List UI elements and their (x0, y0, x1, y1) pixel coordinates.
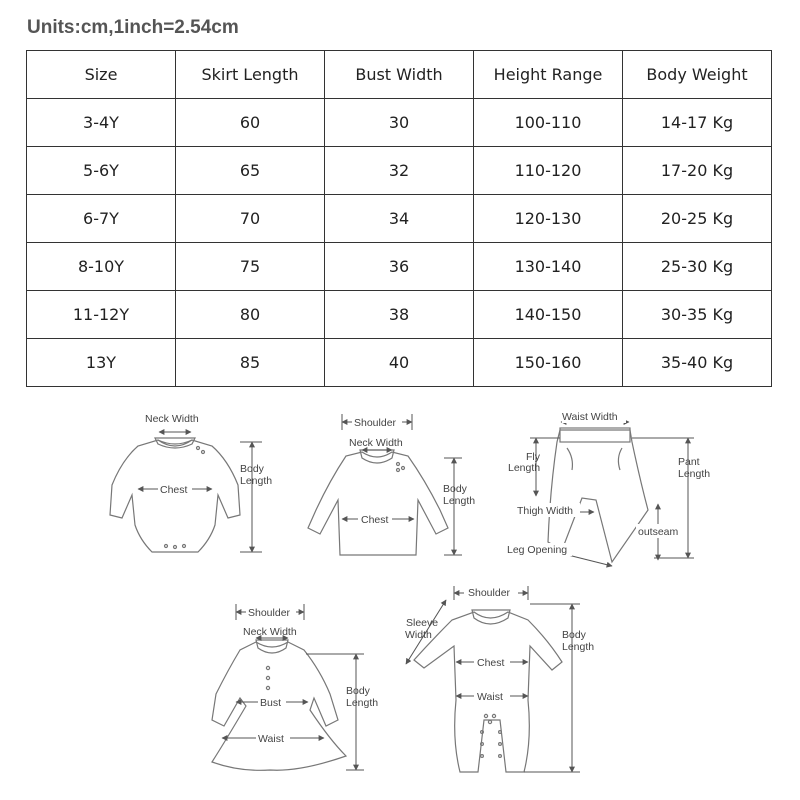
top-diagram (308, 450, 448, 555)
cell-body-weight: 20-25 Kg (623, 195, 772, 243)
dress-waist-label: Waist (258, 733, 284, 745)
pants-leg-opening-label: Leg Opening (507, 544, 568, 556)
cell-bust-width: 40 (325, 339, 474, 387)
dress-neck-width-label: Neck Width (243, 626, 297, 638)
pants-waist-width-label: Waist Width (562, 411, 618, 423)
cell-skirt-length: 70 (176, 195, 325, 243)
romper-shoulder-label: Shoulder (468, 587, 511, 599)
top-chest-label: Chest (361, 514, 389, 526)
cell-skirt-length: 60 (176, 99, 325, 147)
cell-size: 6-7Y (27, 195, 176, 243)
header-skirt-length: Skirt Length (176, 51, 325, 99)
cell-bust-width: 36 (325, 243, 474, 291)
pants-fly-length-label: Length (508, 462, 541, 474)
cell-height-range: 120-130 (474, 195, 623, 243)
cell-body-weight: 30-35 Kg (623, 291, 772, 339)
cell-height-range: 150-160 (474, 339, 623, 387)
bodysuit-body-label: Body (240, 463, 264, 475)
bodysuit-neck-width-label: Neck Width (145, 413, 199, 425)
units-note: Units:cm,1inch=2.54cm (27, 17, 239, 38)
cell-skirt-length: 75 (176, 243, 325, 291)
garment-diagrams-svg (0, 400, 800, 800)
cell-height-range: 130-140 (474, 243, 623, 291)
bodysuit-chest-label: Chest (160, 484, 188, 496)
cell-size: 13Y (27, 339, 176, 387)
pants-outline (548, 430, 648, 562)
size-chart-table (26, 50, 772, 387)
romper-waist-label: Waist (477, 691, 503, 703)
cell-body-weight: 35-40 Kg (623, 339, 772, 387)
cell-body-weight: 25-30 Kg (623, 243, 772, 291)
cell-size: 5-6Y (27, 147, 176, 195)
cell-height-range: 110-120 (474, 147, 623, 195)
romper-sleeve-label: Sleeve (406, 617, 439, 629)
dress-bust-label: Bust (260, 697, 282, 709)
table-row (27, 99, 772, 147)
measurement-diagrams (0, 400, 800, 800)
cell-bust-width: 30 (325, 99, 474, 147)
dress-body-label: Body (346, 685, 370, 697)
header-size: Size (27, 51, 176, 99)
cell-body-weight: 14-17 Kg (623, 99, 772, 147)
cell-height-range: 100-110 (474, 99, 623, 147)
cell-size: 3-4Y (27, 99, 176, 147)
cell-skirt-length: 85 (176, 339, 325, 387)
table-row (27, 243, 772, 291)
pants-fly-label: Fly (526, 451, 540, 463)
table-row (27, 339, 772, 387)
header-height-range: Height Range (474, 51, 623, 99)
table-row (27, 291, 772, 339)
cell-skirt-length: 80 (176, 291, 325, 339)
cell-size: 8-10Y (27, 243, 176, 291)
bodysuit-measures (138, 432, 262, 552)
table-row (27, 147, 772, 195)
table-header-row (27, 51, 772, 99)
dress-shoulder-label: Shoulder (248, 607, 291, 619)
bodysuit-length-label: Length (240, 475, 273, 487)
table-row (27, 195, 772, 243)
cell-bust-width: 38 (325, 291, 474, 339)
top-shoulder-label: Shoulder (354, 417, 397, 429)
top-neck-width-label: Neck Width (349, 437, 403, 449)
romper-sleeve-width-label: Width (405, 629, 432, 641)
header-bust-width: Bust Width (325, 51, 474, 99)
pants-thigh-width-label: Thigh Width (517, 505, 574, 517)
pants-pant-length-label: Length (678, 468, 711, 480)
cell-bust-width: 32 (325, 147, 474, 195)
cell-size: 11-12Y (27, 291, 176, 339)
top-outline (308, 452, 448, 555)
dress-length-label: Length (346, 697, 379, 709)
top-body-label: Body (443, 483, 467, 495)
romper-measures (406, 586, 580, 772)
pants-diagram (548, 428, 648, 562)
pants-pant-label: Pant (678, 456, 700, 468)
romper-chest-label: Chest (477, 657, 505, 669)
romper-length-label: Length (562, 641, 595, 653)
pants-outseam-label: outseam (638, 526, 679, 538)
header-body-weight: Body Weight (623, 51, 772, 99)
cell-skirt-length: 65 (176, 147, 325, 195)
cell-height-range: 140-150 (474, 291, 623, 339)
romper-body-label: Body (562, 629, 586, 641)
cell-bust-width: 34 (325, 195, 474, 243)
cell-body-weight: 17-20 Kg (623, 147, 772, 195)
top-length-label: Length (443, 495, 476, 507)
